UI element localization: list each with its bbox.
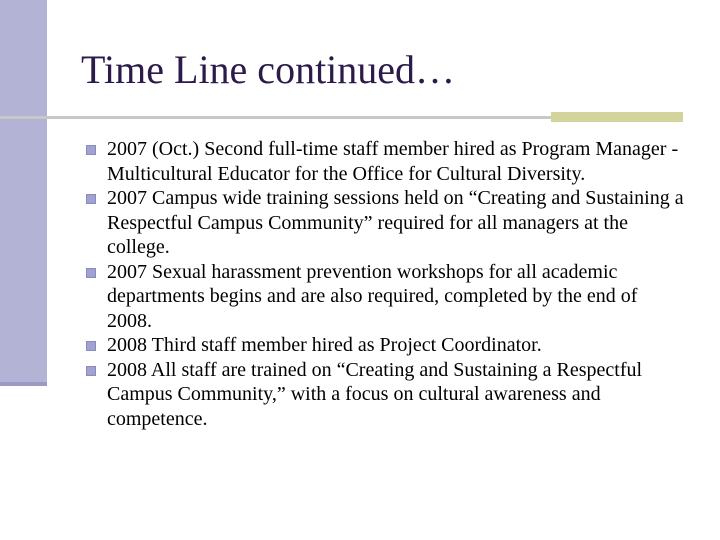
square-bullet-icon [86, 268, 96, 278]
bullet-text: 2008 All staff are trained on “Creating and Sustaining a Respectful Campus Community,” with a focus on cultural awareness and competence. [107, 358, 643, 430]
title-divider-accent [551, 112, 683, 122]
bullet-item [84, 137, 684, 186]
bullet-item [84, 333, 684, 358]
bullet-text: 2008 Third staff member hired as Project Coordinator. [107, 334, 542, 356]
bullet-text: 2007 Campus wide training sessions held on “Creating and Sustaining a Respectful Campus Community” required for all managers at the college. [107, 187, 684, 258]
title-divider [0, 116, 551, 119]
square-bullet-icon [86, 366, 96, 376]
bullet-list [84, 137, 684, 431]
square-bullet-icon [86, 194, 96, 204]
left-accent-bar-shadow [0, 382, 47, 386]
slide-title: Time Line continued… [81, 47, 456, 92]
square-bullet-icon [86, 145, 96, 155]
bullet-text: 2007 (Oct.) Second full-time staff member hired as Program Manager - Multicultural Educator for the Office for Cultural Diversity. [107, 138, 679, 185]
bullet-item [84, 186, 684, 260]
left-accent-bar [0, 0, 47, 382]
bullet-item [84, 358, 684, 432]
bullet-text: 2007 Sexual harassment prevention workshops for all academic departments begins and are also required, completed by the end of 2008. [107, 260, 638, 332]
bullet-item [84, 260, 684, 334]
square-bullet-icon [86, 341, 96, 351]
